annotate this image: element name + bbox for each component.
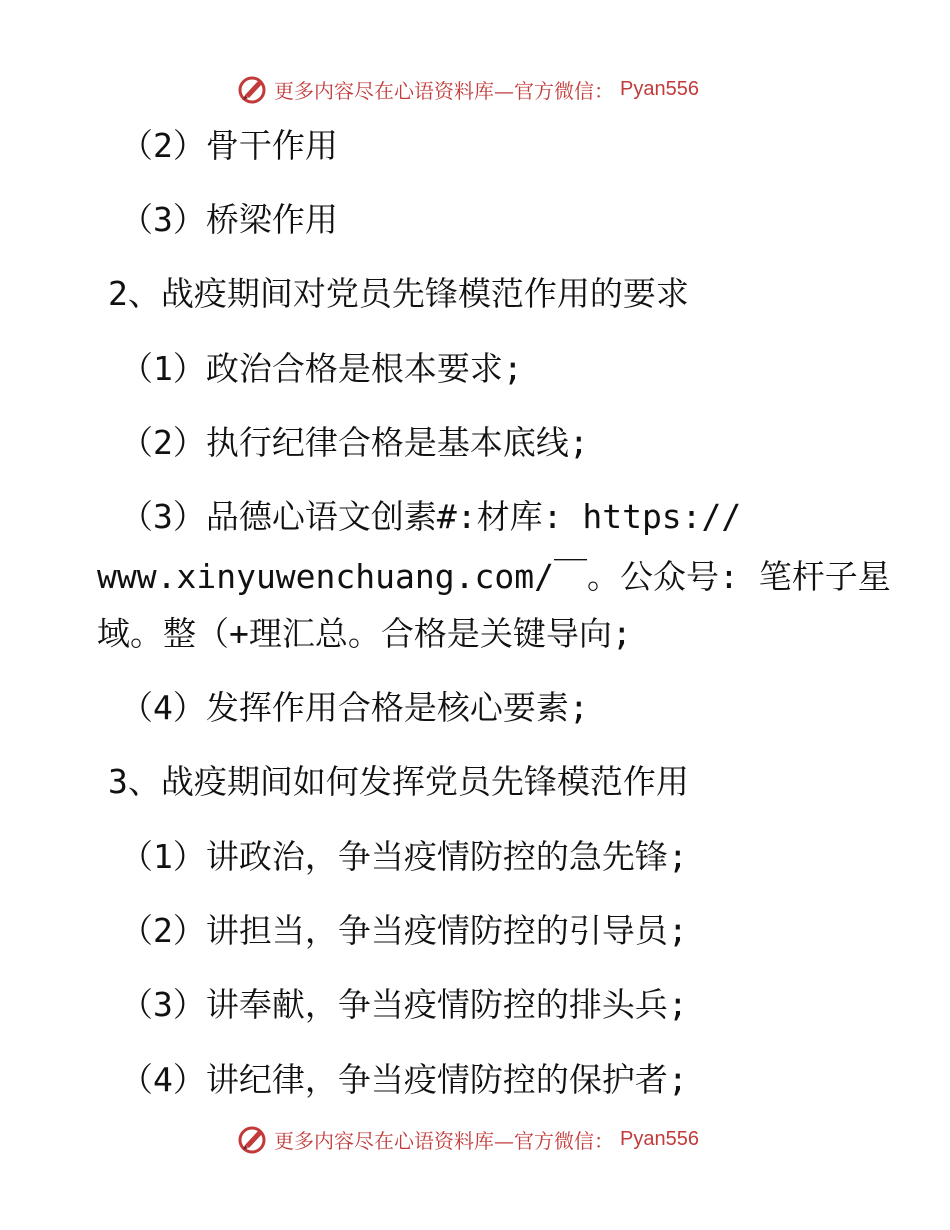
header-banner-wechat-id: Pyan556 — [620, 77, 699, 100]
section-heading-3: 3、战疫期间如何发挥党员先锋模范作用 — [108, 762, 689, 801]
footer-banner-text: 更多内容尽在心语资料库—官方微信： — [274, 1128, 614, 1153]
pen-logo-icon — [236, 73, 268, 105]
text-line-14: （4）讲纪律，争当疫情防控的保护者; — [120, 1060, 688, 1099]
footer-watermark-banner — [236, 1122, 699, 1156]
text-line-11: （1）讲政治，争当疫情防控的急先锋; — [120, 837, 688, 876]
text-line-12: （2）讲担当，争当疫情防控的引导员; — [120, 911, 688, 950]
section-heading-2: 2、战疫期间对党员先锋模范作用的要求 — [108, 274, 689, 313]
text-line-7: www.xinyuwenchuang.com/￣。公众号: 笔杆子星 — [97, 557, 891, 596]
text-line-13: （3）讲奉献，争当疫情防控的排头兵; — [120, 985, 688, 1024]
pen-logo-icon — [236, 1123, 268, 1155]
text-line-5: （2）执行纪律合格是基本底线; — [120, 423, 589, 462]
footer-banner-wechat-id: Pyan556 — [620, 1127, 699, 1150]
text-line-8: 域。整（+理汇总。合格是关键导向; — [97, 614, 632, 653]
text-line-9: （4）发挥作用合格是核心要素; — [120, 688, 589, 727]
text-line-6: （3）品德心语文创素#:材库: https:// — [120, 497, 742, 536]
header-banner-text: 更多内容尽在心语资料库—官方微信： — [274, 78, 614, 103]
text-line-1: （2）骨干作用 — [120, 126, 338, 165]
text-line-4: （1）政治合格是根本要求; — [120, 349, 523, 388]
header-watermark-banner — [236, 72, 699, 106]
text-line-2: （3）桥梁作用 — [120, 200, 338, 239]
